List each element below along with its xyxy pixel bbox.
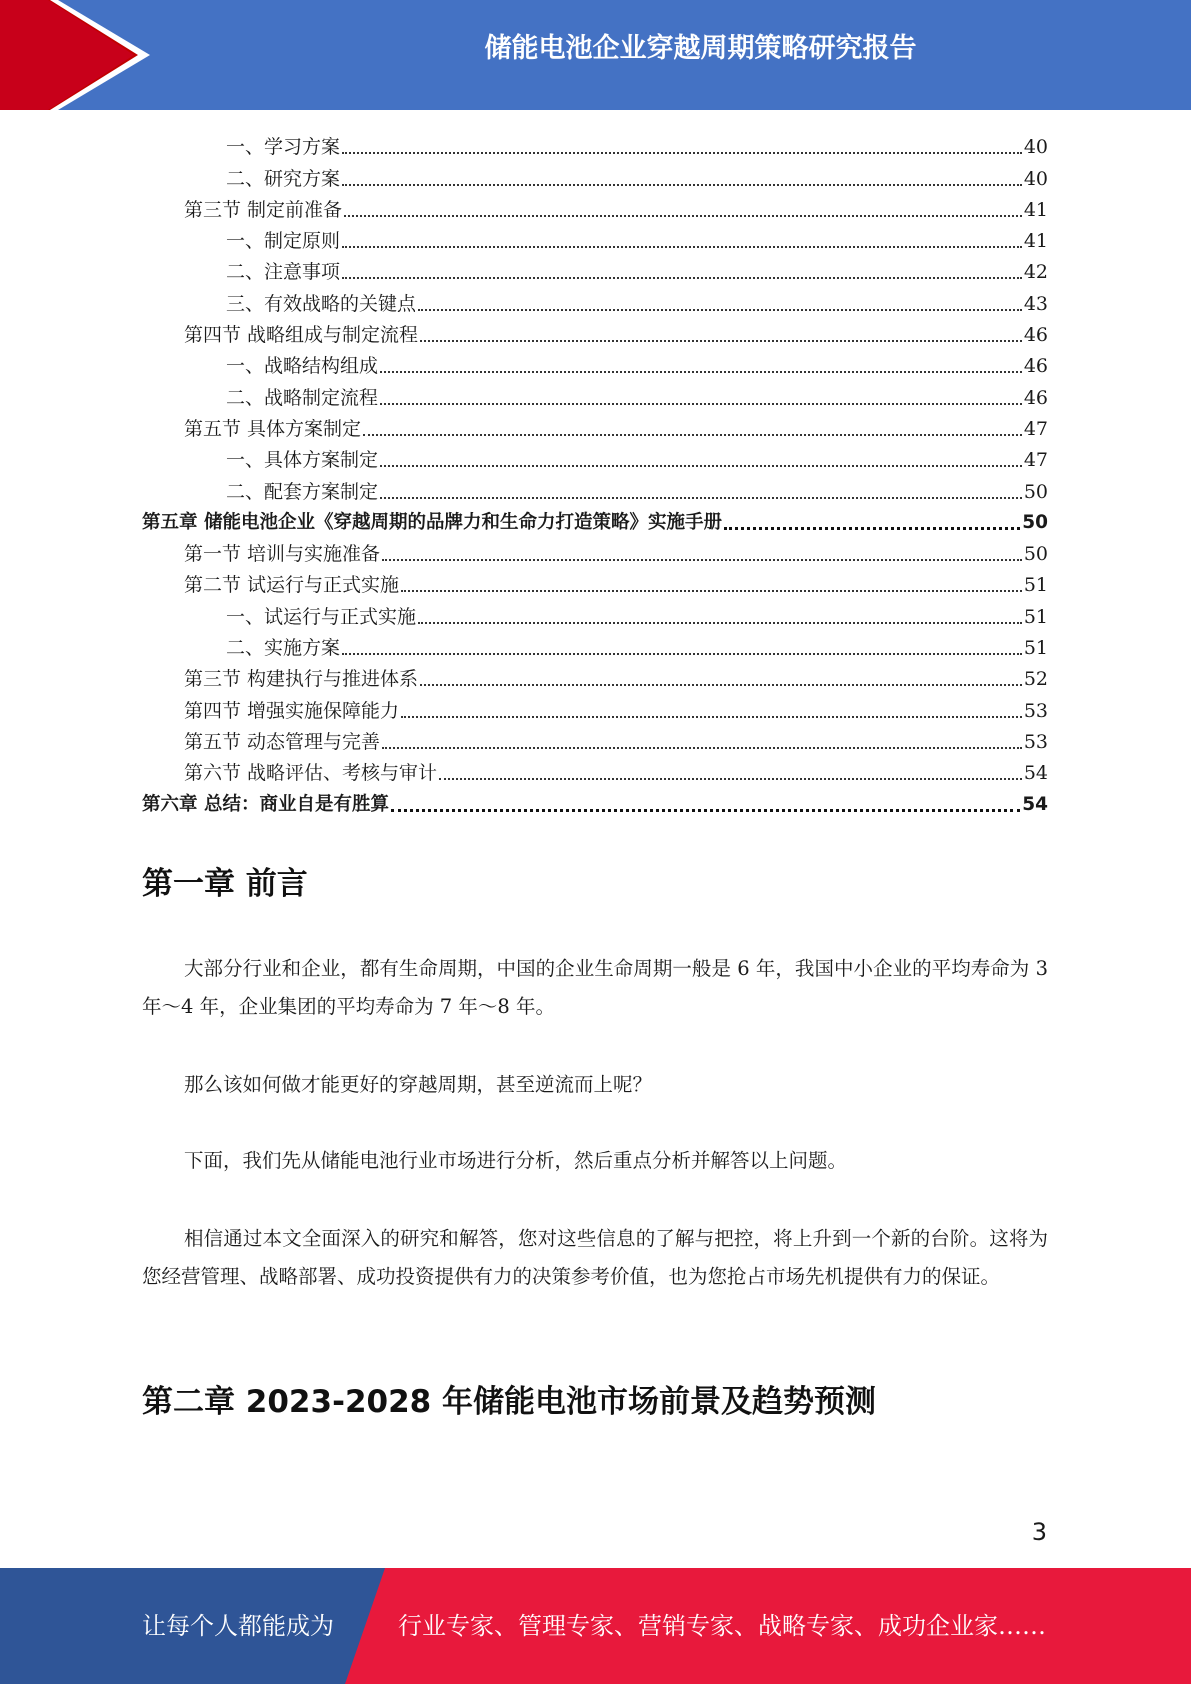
toc-entry[interactable] <box>142 253 1048 284</box>
toc-entry[interactable] <box>142 754 1048 785</box>
toc-entry[interactable] <box>142 785 1048 816</box>
toc-entry-page: 51 <box>1023 574 1048 597</box>
toc-entry[interactable] <box>142 284 1048 315</box>
toc-entry-title: 一、具体方案制定 <box>226 449 379 472</box>
paragraph-4: 相信通过本文全面深入的研究和解答，您对这些信息的了解与把控，将上升到一个新的台阶。这将为您经营管理、战略部署、成功投资提供有力的决策参考价值，也为您抢占市场先机提供有力的保证。 <box>142 1227 1048 1288</box>
report-title: 储能电池企业穿越周期策略研究报告 <box>484 33 917 64</box>
toc-dot-leader <box>380 465 1022 467</box>
toc-entry[interactable] <box>142 441 1048 472</box>
toc-entry-page: 53 <box>1023 699 1048 722</box>
toc-entry-page: 41 <box>1023 198 1048 221</box>
toc-entry-title: 一、试运行与正式实施 <box>226 605 417 628</box>
toc-entry-page: 54 <box>1022 793 1048 815</box>
toc-dot-leader <box>380 403 1022 405</box>
toc-entry-page: 47 <box>1023 417 1048 440</box>
toc-entry-title: 第二节 试运行与正式实施 <box>184 574 400 597</box>
toc-dot-leader <box>391 809 1020 812</box>
toc-entry-page: 42 <box>1023 261 1048 284</box>
toc-entry[interactable] <box>142 222 1048 253</box>
toc-entry-page: 46 <box>1023 355 1048 378</box>
chapter-1-heading: 第一章 前言 <box>142 866 308 902</box>
toc-entry-title: 二、战略制定流程 <box>226 386 379 409</box>
toc-dot-leader <box>363 434 1022 436</box>
toc-dot-leader <box>342 277 1022 279</box>
toc-entry[interactable] <box>142 410 1048 441</box>
toc-entry[interactable] <box>142 723 1048 754</box>
toc-entry-title: 第五章 储能电池企业《穿越周期的品牌力和生命力打造策略》实施手册 <box>142 511 722 533</box>
toc-entry-page: 50 <box>1022 511 1048 533</box>
toc-entry-page: 50 <box>1023 480 1048 503</box>
toc-entry[interactable] <box>142 472 1048 503</box>
toc-entry-title: 二、研究方案 <box>226 167 341 190</box>
toc-entry-page: 46 <box>1023 386 1048 409</box>
toc-entry-page: 54 <box>1023 762 1048 785</box>
toc-entry-title: 第六章 总结：商业自是有胜算 <box>142 793 389 815</box>
toc-entry-page: 47 <box>1023 449 1048 472</box>
toc-entry[interactable] <box>142 691 1048 722</box>
toc-entry-page: 46 <box>1023 324 1048 347</box>
toc-entry[interactable] <box>142 128 1048 159</box>
toc-entry-page: 43 <box>1023 292 1048 315</box>
toc-entry-title: 一、战略结构组成 <box>226 355 379 378</box>
toc-entry[interactable] <box>142 347 1048 378</box>
toc-entry-page: 51 <box>1023 637 1048 660</box>
toc-dot-leader <box>401 590 1022 592</box>
toc-entry-page: 53 <box>1023 730 1048 753</box>
toc-entry[interactable] <box>142 378 1048 409</box>
footer-slogan-left: 让每个人都能成为 <box>142 1612 334 1640</box>
toc-entry[interactable] <box>142 660 1048 691</box>
toc-dot-leader <box>420 340 1022 342</box>
toc-entry[interactable] <box>142 566 1048 597</box>
toc-dot-leader <box>724 527 1020 530</box>
toc-dot-leader <box>342 184 1022 186</box>
toc-dot-leader <box>342 152 1022 154</box>
toc-dot-leader <box>344 215 1022 217</box>
toc-entry[interactable] <box>142 629 1048 660</box>
toc-entry[interactable] <box>142 504 1048 535</box>
toc-entry-title: 第一节 培训与实施准备 <box>184 543 381 566</box>
toc-entry-page: 40 <box>1023 167 1048 190</box>
toc-entry-title: 一、制定原则 <box>226 230 341 253</box>
toc-dot-leader <box>420 684 1022 686</box>
toc-entry-title: 二、注意事项 <box>226 261 341 284</box>
toc-entry-page: 41 <box>1023 230 1048 253</box>
toc-entry[interactable] <box>142 191 1048 222</box>
toc-entry-title: 第三节 制定前准备 <box>184 198 343 221</box>
toc-entry[interactable] <box>142 159 1048 190</box>
toc-dot-leader <box>382 747 1022 749</box>
toc-entry-title: 三、有效战略的关键点 <box>226 292 417 315</box>
chapter-2-heading: 第二章 2023-2028 年储能电池市场前景及趋势预测 <box>142 1384 877 1420</box>
toc-entry-title: 二、配套方案制定 <box>226 480 379 503</box>
toc-entry[interactable] <box>142 535 1048 566</box>
toc-entry-title: 第六节 战略评估、考核与审计 <box>184 762 438 785</box>
toc-entry-page: 40 <box>1023 136 1048 159</box>
table-of-contents <box>142 128 1048 817</box>
toc-dot-leader <box>401 716 1022 718</box>
page-footer <box>0 1568 1191 1684</box>
toc-dot-leader <box>342 246 1022 248</box>
toc-entry-title: 一、学习方案 <box>226 136 341 159</box>
toc-entry-title: 第三节 构建执行与推进体系 <box>184 668 419 691</box>
paragraph-2: 那么该如何做才能更好的穿越周期，甚至逆流而上呢？ <box>184 1073 653 1096</box>
toc-dot-leader <box>382 559 1022 561</box>
toc-entry[interactable] <box>142 597 1048 628</box>
page-header <box>0 0 1191 110</box>
page-number: 3 <box>1031 1518 1047 1546</box>
toc-dot-leader <box>418 309 1022 311</box>
toc-entry-page: 50 <box>1023 543 1048 566</box>
header-chevron-graphic <box>0 0 160 110</box>
toc-entry-title: 第四节 战略组成与制定流程 <box>184 324 419 347</box>
toc-dot-leader <box>342 653 1022 655</box>
paragraph-1: 大部分行业和企业，都有生命周期，中国的企业生命周期一般是 6 年，我国中小企业的平均寿命为 3 年～4 年，企业集团的平均寿命为 7 年～8 年。 <box>142 957 1048 1018</box>
toc-entry-page: 52 <box>1023 668 1048 691</box>
toc-entry[interactable] <box>142 316 1048 347</box>
toc-entry-title: 第五节 动态管理与完善 <box>184 730 381 753</box>
toc-entry-title: 第五节 具体方案制定 <box>184 417 362 440</box>
toc-dot-leader <box>380 497 1022 499</box>
paragraph-3: 下面，我们先从储能电池行业市场进行分析，然后重点分析并解答以上问题。 <box>184 1149 848 1172</box>
toc-entry-title: 第四节 增强实施保障能力 <box>184 699 400 722</box>
toc-entry-page: 51 <box>1023 605 1048 628</box>
footer-slogan-right: 行业专家、管理专家、营销专家、战略专家、成功企业家…… <box>398 1612 1046 1640</box>
toc-dot-leader <box>380 371 1022 373</box>
toc-entry-title: 二、实施方案 <box>226 637 341 660</box>
toc-dot-leader <box>439 778 1022 780</box>
toc-dot-leader <box>418 622 1022 624</box>
